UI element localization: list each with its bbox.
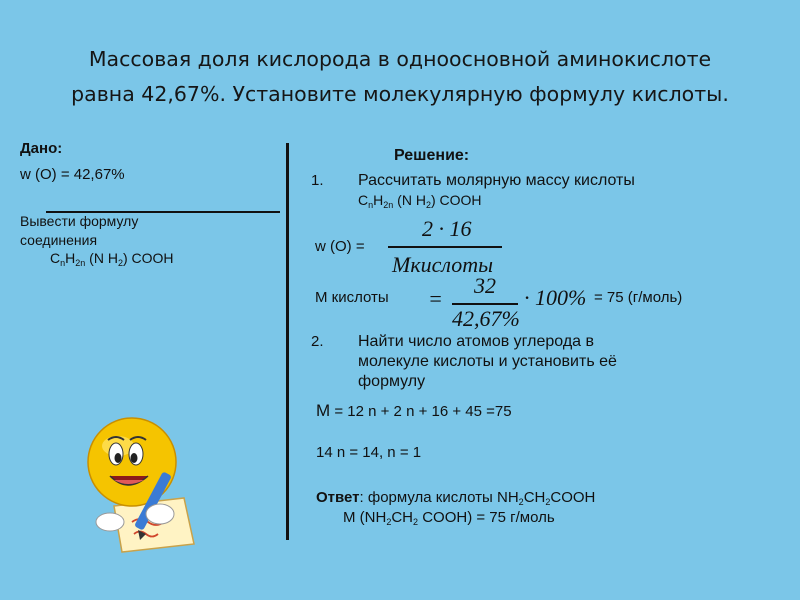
step-2-line-3: формулу — [358, 373, 426, 390]
title-line-1: Массовая доля кислорода в одноосновной аминокислоте — [88, 47, 712, 71]
given-label: Дано: — [20, 140, 63, 157]
eq1-numerator: 2 · 16 — [422, 216, 472, 241]
eq2-numerator: 32 — [474, 273, 496, 298]
step-2-line-2: молекуле кислоты и установить её — [358, 353, 617, 370]
eq3: M = 12 n + 2 n + 16 + 45 =75 — [316, 401, 512, 420]
eq1-denominator: Mкислоты — [392, 252, 494, 277]
step-1-text: Рассчитать молярную массу кислоты — [358, 172, 635, 189]
eq1-lhs: w (O) = — [315, 238, 365, 255]
solution-title: Решение: — [394, 147, 470, 164]
eq2-denominator: 42,67% — [452, 306, 520, 331]
eq2-multiplier: · 100% — [524, 285, 587, 310]
eq2-fraction-bar — [452, 303, 518, 305]
answer-line: Ответ: формула кислоты $NH_2CH_2COOH$ — [316, 489, 596, 507]
eq1-fraction-bar — [388, 246, 502, 248]
given-general-formula: $C_nH_{2n}$ (N $H_2$) COOH — [50, 250, 174, 268]
writing-smiley-icon — [74, 410, 198, 556]
column-divider — [286, 143, 289, 540]
title-line-2: равна 42,67%. Установите молекулярную формулу кислоты. — [71, 82, 729, 106]
answer-molar-mass: M ($NH_2CH_2$ COOH) = 75 г/моль — [343, 509, 555, 527]
eq2-result: = 75 (г/моль) — [594, 289, 683, 306]
eq2-equals: = — [428, 286, 443, 311]
step-2-line-1: Найти число атомов углерода в — [358, 333, 595, 350]
given-oxygen-fraction: w (O) = 42,67% — [20, 166, 125, 183]
given-task-line-1: Вывести формулу — [20, 213, 139, 229]
step-1-number: 1. — [311, 172, 324, 189]
given-task-line-2: соединения — [20, 232, 98, 248]
step-1-formula: $C_nH_{2n}$ (N $H_2$) COOH — [358, 192, 482, 210]
eq2-lhs: M кислоты — [315, 289, 389, 306]
eq4: 14 n = 14, n = 1 — [316, 444, 422, 461]
step-2-number: 2. — [311, 333, 324, 350]
